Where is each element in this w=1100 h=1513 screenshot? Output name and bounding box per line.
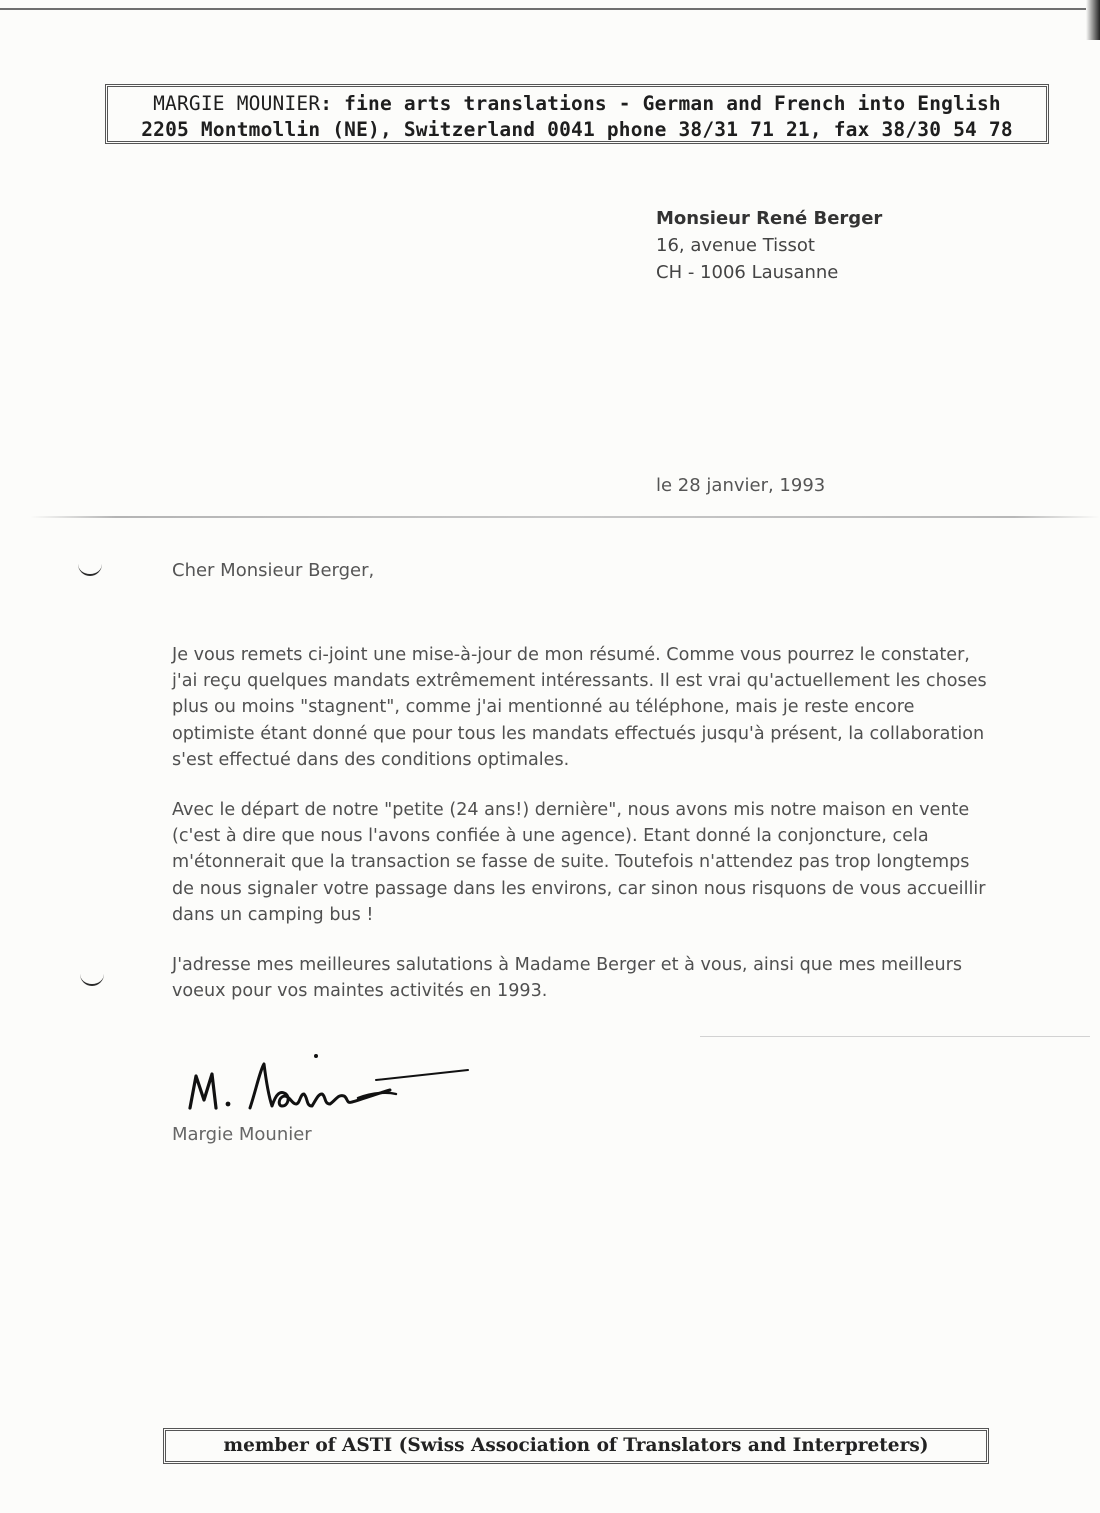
body-paragraph-2: Avec le départ de notre "petite (24 ans!) dernière", nous avons mis notre maison en vente (c'est à dire que nous l'avons confiée à une agence). Etant donné la conjoncture, cela m'étonnerait que la transaction se fasse de suite. Toutefois n'attendez pas trop longtemps de nous signaler votre passage dans les environs, car sinon nous risquons de vous accueillir dans un camping bus ! bbox=[172, 800, 986, 925]
letterhead-line-1 bbox=[108, 91, 1046, 117]
letterhead-address: 2205 Montmollin (NE), Switzerland 0041 phone 38/31 71 21, fax 38/30 54 78 bbox=[141, 118, 1013, 141]
body-paragraph-3: J'adresse mes meilleures salutations à Madame Berger et à vous, ainsi que mes meilleurs voeux pour vos maintes activités en 1993. bbox=[172, 955, 963, 1002]
punch-hole-mark-lower bbox=[80, 974, 104, 986]
footer-membership: member of ASTI (Swiss Association of Translators and Interpreters) bbox=[163, 1428, 989, 1464]
salutation: Cher Monsieur Berger, bbox=[172, 560, 375, 581]
fold-line bbox=[30, 516, 1100, 518]
scan-edge-right bbox=[1086, 0, 1100, 40]
signer-name: Margie Mounier bbox=[172, 1124, 312, 1145]
scan-edge-top bbox=[0, 8, 1100, 10]
punch-hole-mark-upper bbox=[78, 564, 102, 576]
body-paragraph-1: Je vous remets ci-joint une mise-à-jour de mon résumé. Comme vous pourrez le constater, j'ai reçu quelques mandats extrêmement intéressants. Il est vrai qu'actuellement les choses plus ou moins "stagnent", comme j'ai mentionné au téléphone, mais je reste encore optimiste étant donné que pour tous les mandats effectués jusqu'à présent, la collaboration s'est effectué dans des conditions optimales. bbox=[172, 645, 987, 770]
recipient-name: Monsieur René Berger bbox=[656, 208, 883, 229]
handwritten-signature bbox=[180, 1050, 480, 1120]
recipient-street: 16, avenue Tissot bbox=[656, 235, 815, 256]
letterhead-tagline: : fine arts translations - German and French into English bbox=[320, 92, 1001, 115]
recipient-address bbox=[656, 205, 882, 286]
fold-line-lower bbox=[700, 1036, 1090, 1037]
recipient-city: CH - 1006 Lausanne bbox=[656, 262, 839, 283]
letterhead-name: MARGIE MOUNIER bbox=[153, 92, 321, 115]
letterhead bbox=[105, 84, 1049, 144]
letter-date: le 28 janvier, 1993 bbox=[656, 475, 826, 496]
letter-body bbox=[172, 642, 992, 1028]
signature-image bbox=[180, 1050, 480, 1120]
